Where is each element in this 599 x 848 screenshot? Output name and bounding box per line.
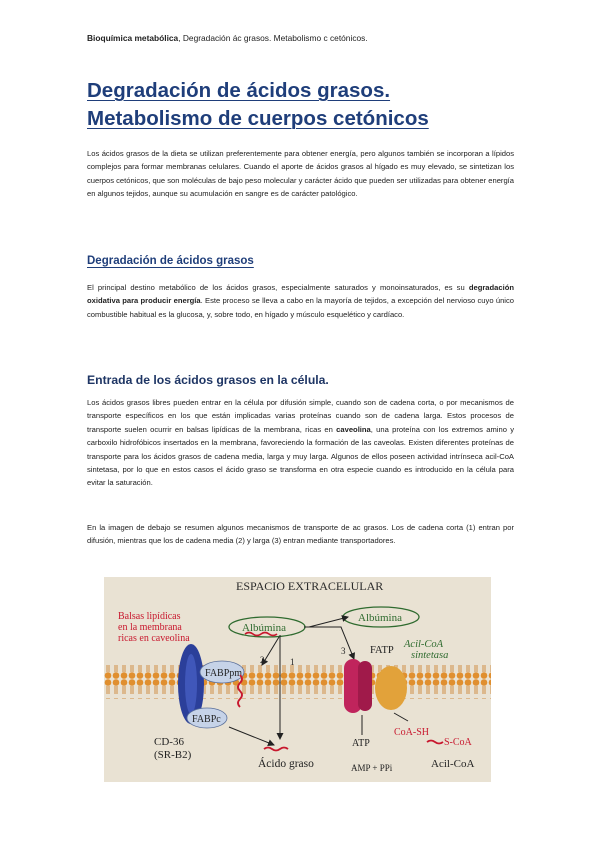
header-topic: , Degradación ác grasos. Metabolismo c cetónicos. [178, 33, 368, 43]
degradation-paragraph [87, 281, 514, 321]
cd36-label: CD-36 [154, 736, 184, 748]
entry-paragraph [87, 396, 514, 490]
albumin-right-label: Albúmina [358, 612, 402, 624]
title-line-1: Degradación de ácidos grasos. [87, 79, 391, 102]
atp-label: ATP [352, 738, 370, 749]
albumin-left-label: Albúmina [242, 622, 286, 634]
balsas-line-1: Balsas lipídicas [118, 611, 181, 622]
intro-paragraph: Los ácidos grasos de la dieta se utilizan preferentemente para obtener energía, pero algunos también se incorporan a lípidos complejos para formar membranas celulares. Cuando el aporte de ácidos grasos al hígado es muy elevado, se sintetizan los cuerpos cetónicos, que son moléculas de bajo peso molecular y carácter ácido que pueden ser utilizadas para obtener energía en algunos tejidos, aunque su acumulación en sangre es de carácter patológico. [87, 149, 514, 199]
entry-text-2: , una proteína con los extremos amino y carboxilo hidrofóbicos insertados en la membrana, favoreciendo la formación de las caveolas. Existen diferentes proteínas de transporte para los ácidos grasos de cadena media, larga y muy larga. Algunos de ellos poseen actividad intrínseca acil-CoA sintetasa, por lo que en estos casos el ácido graso se transforma en otra especie cuando es introducido en la célula para evitar la saturación. [87, 424, 514, 488]
scoa-label: S-CoA [444, 737, 472, 748]
fatp-protein-right [358, 661, 372, 711]
cd36-highlight [185, 654, 197, 714]
acil-synthetase-label-1: Acil-CoA [404, 639, 444, 650]
extracellular-label: ESPACIO EXTRACELULAR [236, 579, 384, 593]
balsas-line-2: en la membrana [118, 622, 182, 633]
page-title [87, 77, 527, 133]
path-2-number: 2 [260, 655, 265, 665]
acil-synthetase-label-2: sintetasa [411, 650, 449, 661]
balsas-label [118, 611, 190, 644]
header-course: Bioquímica metabólica [87, 33, 179, 43]
running-header [87, 33, 368, 43]
entry-text-bold: caveolina [336, 424, 371, 434]
entry-text-1: Los ácidos grasos libres pueden entrar en la célula por difusión simple, cuando son de cadena corta, o por mecanismos de transporte específicos en los que están implicadas varias proteínas cuando son de cadena larga. Estos procesos de transporte suelen ocurrir en balsas lipídicas de la membrana, ricas en [87, 398, 514, 434]
fabpc-label: FABPc [192, 714, 221, 725]
figure-intro-paragraph: En la imagen de debajo se resumen algunos mecanismos de transporte de ac grasos. Los de cadena corta (1) entran por difusión, mientras que los de cadena media (2) y larga (3) entran mediante transportadores. [87, 523, 514, 546]
fatp-label: FATP [370, 645, 394, 656]
acil-coa-label: Acil-CoA [431, 758, 475, 770]
coash-label: CoA-SH [394, 727, 430, 738]
degradation-text-bold: degradación oxidativa para producir energía [87, 283, 514, 306]
acil-synthetase-enzyme [375, 666, 407, 710]
transport-figure [104, 577, 491, 782]
degradation-text-2: . Este proceso se lleva a cabo en la mayoría de tejidos, a excepción del nervioso cuyo único combustible habitual es la glucosa, y, sobre todo, en hígado y músculo esquelético y cardíaco. [87, 296, 514, 319]
cd36-alias-label: (SR-B2) [154, 749, 192, 761]
path-3-number: 3 [341, 646, 346, 656]
balsas-line-3: ricas en caveolina [118, 633, 190, 644]
transport-diagram [104, 577, 491, 782]
section-heading-degradation: Degradación de ácidos grasos [87, 255, 254, 267]
section-heading-entry: Entrada de los ácidos grasos en la célula. [87, 373, 329, 387]
lipid-bilayer [104, 665, 491, 699]
path-1-number: 1 [290, 657, 295, 667]
fabppm-label: FABPpm [205, 668, 243, 679]
acido-graso-label: Ácido graso [258, 758, 314, 770]
amp-label: AMP + PPi [351, 763, 393, 773]
title-line-2: Metabolismo de cuerpos cetónicos [87, 107, 429, 130]
degradation-text-1: El principal destino metabólico de los ácidos grasos, especialmente saturados y monoinsaturados, es su [87, 283, 469, 292]
